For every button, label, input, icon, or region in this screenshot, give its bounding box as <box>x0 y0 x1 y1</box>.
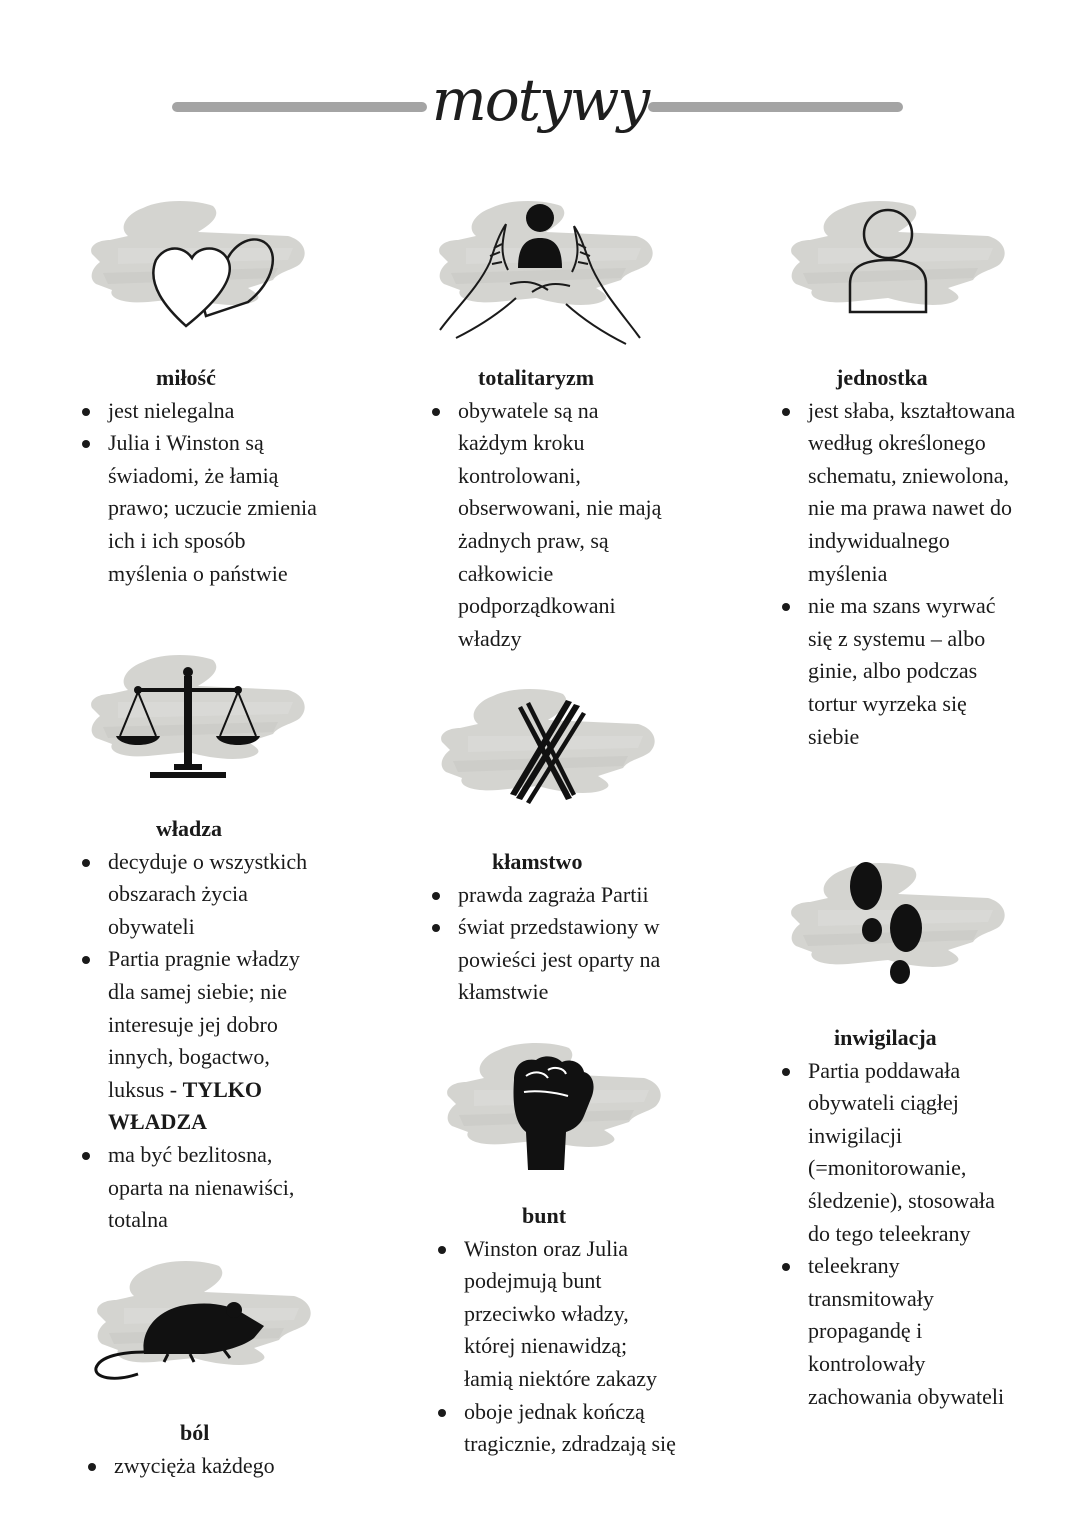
scales-icon <box>88 652 318 792</box>
list-item: Julia i Winston są świadomi, że łamią prawo; uczucie zmienia ich i ich sposób myślenia o państwie <box>78 427 328 590</box>
section-heading: miłość <box>156 365 216 390</box>
list-item: prawda zagraża Partii <box>428 879 673 912</box>
hands-person-icon <box>436 198 666 348</box>
section-heading: jednostka <box>836 365 928 390</box>
person-icon <box>788 198 1018 338</box>
list-item: jest nielegalna <box>78 395 328 428</box>
section-klamstwo <box>428 846 673 1009</box>
list-item: jest słaba, kształtowana według określonego schematu, zniewolona, nie ma prawa nawet do indywidualnego myślenia <box>778 395 1018 591</box>
section-totalitaryzm <box>428 362 664 655</box>
title-decor-line-left <box>172 102 427 112</box>
page-title: motywy <box>431 66 649 134</box>
section-jednostka <box>778 362 1018 753</box>
section-inwigilacja <box>778 1022 1018 1413</box>
list-item: obywatele są na każdym kroku kontrolowani, obserwowani, nie mają żadnych praw, są całkowicie podporządkowani władzy <box>428 395 664 656</box>
list-item: Partia poddawała obywateli ciągłej inwigilacji (=monitorowanie, śledzenie), stosowała do tego teleekrany <box>778 1055 1018 1251</box>
section-heading: kłamstwo <box>492 849 583 874</box>
section-heading: inwigilacja <box>834 1025 937 1050</box>
rat-icon <box>94 1258 324 1398</box>
list-item: oboje jednak kończą tragicznie, zdradzają się <box>434 1396 678 1461</box>
section-heading: ból <box>180 1420 210 1445</box>
list-item: nie ma szans wyrwać się z systemu – albo ginie, albo podczas tortur wyrzeka się siebie <box>778 590 1018 753</box>
section-bol <box>84 1417 334 1482</box>
page-title-area <box>0 60 1080 160</box>
list-item-text: Partia pragnie władzy dla samej siebie; nie interesuje jej dobro innych, bogactwo, luksus - <box>108 946 300 1102</box>
section-heading: totalitaryzm <box>478 365 595 390</box>
list-item: Winston oraz Julia podejmują bunt przeciwko władzy, której nienawidzą; łamią niektóre zakazy <box>434 1233 678 1396</box>
list-item: ma być bezlitosna, oparta na nienawiści, totalna <box>78 1139 328 1237</box>
section-wladza <box>78 813 328 1237</box>
cross-icon <box>438 686 668 816</box>
heart-icon <box>88 198 318 338</box>
section-heading: władza <box>156 816 222 841</box>
title-decor-line-right <box>648 102 903 112</box>
list-item <box>78 943 328 1139</box>
section-milosc <box>78 362 328 590</box>
list-item: świat przedstawiony w powieści jest oparty na kłamstwie <box>428 911 673 1009</box>
list-item: decyduje o wszystkich obszarach życia obywateli <box>78 846 328 944</box>
list-item: teleekrany transmitowały propagandę i kontrolowały zachowania obywateli <box>778 1250 1018 1413</box>
section-heading: bunt <box>522 1203 567 1228</box>
section-bunt <box>434 1200 678 1461</box>
list-item: zwycięża każdego <box>84 1450 334 1483</box>
footprints-icon <box>788 860 1018 1000</box>
list-item-emphasis: TYLKO WŁADZA <box>108 1076 263 1135</box>
fist-icon <box>444 1040 674 1180</box>
